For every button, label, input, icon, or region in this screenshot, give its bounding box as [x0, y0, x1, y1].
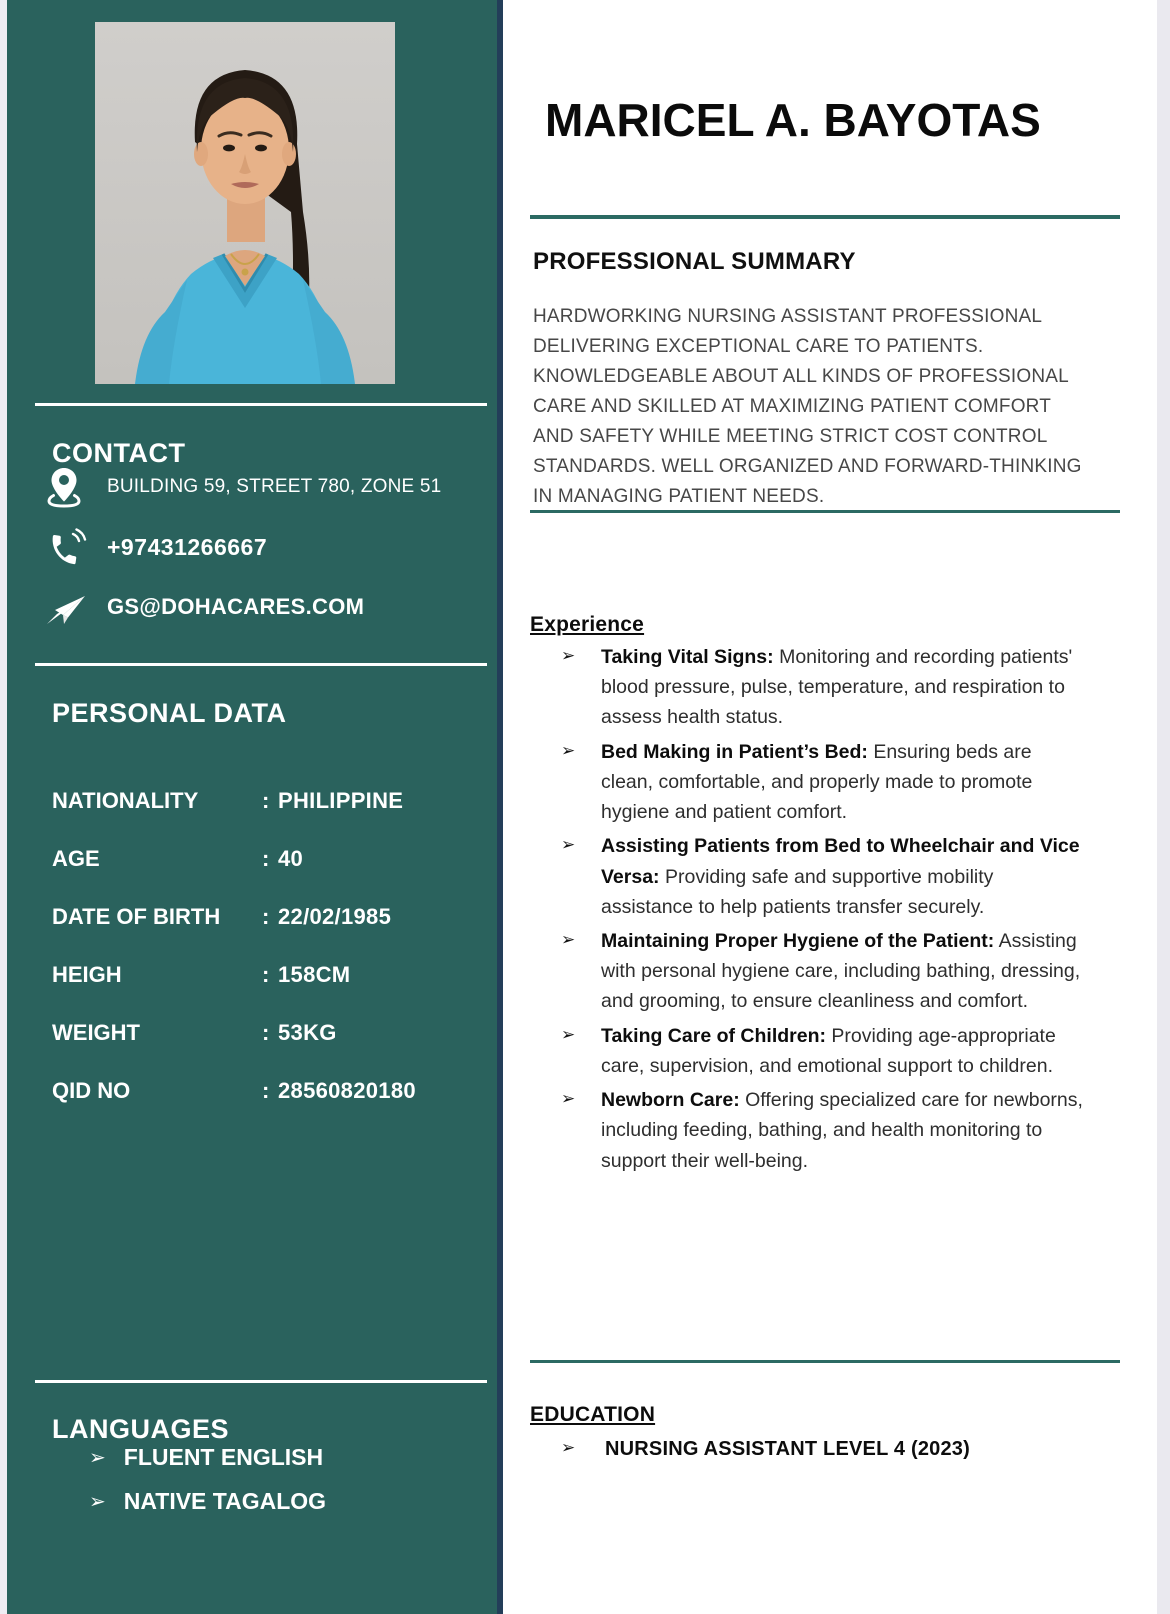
personal-data-value: 53KG — [278, 1020, 337, 1045]
contact-row-email — [43, 578, 477, 636]
contact-list — [43, 458, 477, 638]
sidebar-divider — [35, 1380, 487, 1383]
language-label: NATIVE TAGALOG — [123, 1488, 327, 1514]
sidebar-divider — [35, 663, 487, 666]
personal-data-table — [52, 788, 477, 1136]
left-page-margin — [0, 0, 7, 1614]
education-heading: EDUCATION — [530, 1403, 656, 1426]
contact-phone: +97431266667 — [107, 533, 268, 560]
language-item — [89, 1488, 326, 1515]
personal-data-label: AGE — [52, 846, 100, 871]
experience-item-title: Taking Vital Signs: — [601, 646, 774, 668]
personal-data-row — [52, 788, 477, 846]
contact-heading: CONTACT — [52, 438, 186, 469]
arrow-bullet-icon: ➢ — [561, 835, 576, 855]
arrow-bullet-icon: ➢ — [561, 1024, 576, 1044]
personal-data-label: DATE OF BIRTH — [52, 904, 221, 929]
arrow-bullet-icon: ➢ — [89, 1447, 106, 1469]
experience-item-title: Bed Making in Patient’s Bed: — [601, 740, 868, 763]
personal-data-colon: : — [262, 1020, 270, 1045]
personal-data-label: HEIGH — [52, 962, 122, 987]
location-pin-icon — [43, 464, 107, 510]
main-content — [503, 0, 1157, 1614]
personal-data-colon: : — [262, 962, 270, 987]
personal-data-row — [52, 962, 477, 1020]
experience-item — [561, 926, 1089, 1017]
experience-item-title: Newborn Care: — [601, 1089, 740, 1112]
education-item — [561, 1434, 1101, 1464]
contact-row-phone — [43, 518, 477, 576]
personal-data-value: 28560820180 — [278, 1078, 416, 1103]
experience-item-title: Maintaining Proper Hygiene of the Patient: — [601, 929, 995, 952]
experience-heading: Experience — [530, 613, 645, 636]
arrow-bullet-icon: ➢ — [561, 929, 576, 949]
experience-item-title: Assisting Patients from Bed to Wheelchair and Vice Versa: — [601, 835, 1080, 888]
personal-data-row — [52, 846, 477, 904]
personal-data-row — [52, 904, 477, 962]
personal-data-value: 22/02/1985 — [278, 904, 392, 929]
right-page-margin — [1157, 0, 1170, 1614]
arrow-bullet-icon: ➢ — [561, 646, 576, 665]
experience-item-description: Offering specialized care for newborns, including feeding, bathing, and health monitoring to support their well-being. — [601, 1089, 1083, 1172]
sidebar — [7, 0, 497, 1614]
personal-data-label: WEIGHT — [52, 1020, 140, 1045]
personal-data-label: QID NO — [52, 1078, 131, 1103]
experience-item-description: Providing age-appropriate care, supervision, and emotional support to children. — [601, 1024, 1056, 1077]
experience-item-description: Monitoring and recording patients' blood pressure, pulse, temperature, and respiration to assess health status. — [601, 646, 1073, 729]
arrow-bullet-icon: ➢ — [89, 1491, 106, 1513]
profile-photo-illustration — [95, 22, 395, 384]
personal-data-value: 40 — [278, 846, 304, 871]
personal-data-colon: : — [262, 1078, 270, 1103]
experience-item-title: Taking Care of Children: — [601, 1024, 826, 1047]
contact-address: BUILDING 59, STREET 780, ZONE 51 — [107, 476, 442, 497]
professional-summary-heading: PROFESSIONAL SUMMARY — [533, 247, 856, 275]
experience-item — [561, 831, 1089, 922]
contact-email: GS@DOHACARES.COM — [107, 594, 365, 619]
personal-data-colon: : — [262, 846, 270, 871]
personal-data-heading: PERSONAL DATA — [52, 698, 287, 729]
experience-item — [561, 737, 1089, 828]
personal-data-value: 158CM — [278, 962, 351, 987]
experience-item-description: Providing safe and supportive mobility assistance to help patients transfer securely. — [601, 865, 994, 918]
education-item-title: NURSING ASSISTANT LEVEL 4 (2023) — [605, 1438, 970, 1460]
languages-heading: LANGUAGES — [52, 1414, 230, 1445]
personal-data-colon: : — [262, 904, 270, 929]
languages-list — [89, 1444, 326, 1532]
experience-item — [561, 1085, 1089, 1176]
education-list — [561, 1434, 1101, 1464]
personal-data-colon: : — [262, 788, 270, 813]
section-divider — [530, 510, 1120, 513]
section-divider — [530, 215, 1120, 219]
experience-item-description: Assisting with personal hygiene care, including bathing, dressing, and grooming, to ensure cleanliness and comfort. — [601, 929, 1081, 1013]
personal-data-row — [52, 1078, 477, 1136]
personal-data-label: NATIONALITY — [52, 788, 199, 813]
arrow-bullet-icon: ➢ — [561, 1089, 576, 1109]
candidate-name: MARICEL A. BAYOTAS — [545, 93, 1041, 146]
send-icon — [43, 584, 107, 630]
language-item — [89, 1444, 326, 1471]
experience-item — [561, 642, 1089, 733]
experience-item-description: Ensuring beds are clean, comfortable, and properly made to promote hygiene and patient comfort. — [601, 740, 1033, 824]
experience-list — [561, 642, 1089, 1180]
personal-data-value: PHILIPPINE — [278, 788, 404, 813]
personal-data-row — [52, 1020, 477, 1078]
arrow-bullet-icon: ➢ — [561, 1438, 576, 1457]
contact-row-address — [43, 458, 477, 516]
professional-summary-text: HARDWORKING NURSING ASSISTANT PROFESSIONAL DELIVERING EXCEPTIONAL CARE TO PATIENTS. KNOWLEDGEABLE ABOUT ALL KINDS OF PROFESSIONAL CARE AND SKILLED AT MAXIMIZING PATIENT COMFORT AND SAFETY WHILE MEETING STRICT COST CONTROL STANDARDS. WELL ORGANIZED AND FORWARD-THINKING IN MANAGING PATIENT NEEDS. — [533, 306, 1082, 508]
sidebar-divider — [35, 403, 487, 406]
experience-item — [561, 1021, 1089, 1081]
phone-icon — [43, 522, 107, 572]
language-label: FLUENT ENGLISH — [123, 1444, 324, 1470]
section-divider — [530, 1360, 1120, 1363]
profile-photo — [95, 22, 395, 384]
arrow-bullet-icon: ➢ — [561, 740, 576, 760]
